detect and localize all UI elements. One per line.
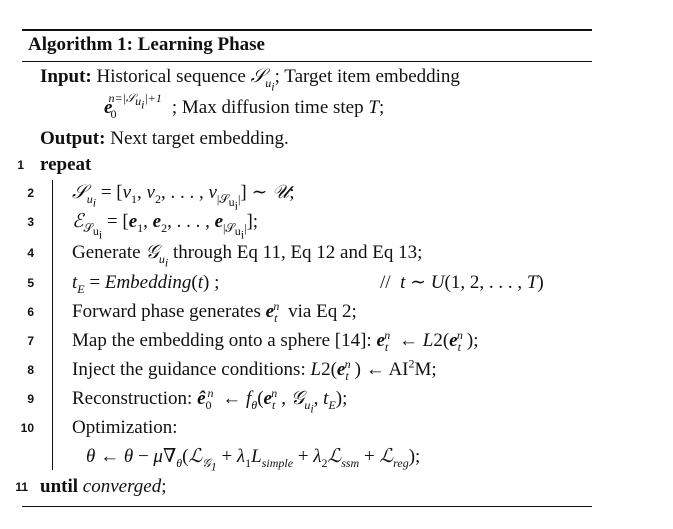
input-text-1: Historical sequence 𝒮$_{u_i}$; Target item embedding bbox=[96, 66, 460, 94]
repeat-block-bar bbox=[52, 180, 53, 470]
line-text: Forward phase generates $e_t^n$ via Eq 2; bbox=[72, 298, 357, 325]
input-label: Input: bbox=[40, 66, 92, 87]
line-number: 2 bbox=[27, 186, 34, 200]
line-text: Inject the guidance conditions: $L2(e_t^n$ ) ← $AI^2M$; bbox=[72, 356, 437, 383]
line-text: θ ← $\theta - \mu\nabla_\theta(ℒ_{𝒢_1} + \lambda_1L_{simple}$ + $\lambda_2ℒ_{ssm}$ + ℒ$_{reg}$); bbox=[86, 446, 421, 474]
line-comment: // t ∼ U(1, 2, . . . , T) bbox=[380, 272, 544, 293]
line-text: Generate 𝒢$_{u_i}$ through Eq 11, Eq 12 and Eq 13; bbox=[72, 242, 423, 270]
line-number: 6 bbox=[27, 305, 34, 319]
input-line-1 bbox=[40, 64, 460, 94]
line-text: ℰ$_{𝒮_{u_i}}$ = [$e_1$, $e_2$, . . . , $e_{|𝒮_{u_i}|}$]; bbox=[72, 211, 259, 242]
line-number: 1 bbox=[17, 158, 24, 172]
line-number: 8 bbox=[27, 363, 34, 377]
line-text: repeat bbox=[40, 154, 92, 175]
output-line bbox=[40, 126, 289, 152]
line-text: Reconstruction: $ê_0^n$ ← $f_\theta(e_t^n$ , 𝒢$_{u_i}$, $t_E$); bbox=[72, 385, 348, 416]
caption-rule bbox=[22, 61, 592, 62]
line-number: 11 bbox=[15, 480, 28, 494]
line-text: until converged; bbox=[40, 476, 167, 497]
line-text: Map the embedding onto a sphere [14]: $e_t^n$ ← $L2(e_t^n$ ); bbox=[72, 327, 479, 354]
output-text: Next target embedding. bbox=[110, 128, 289, 149]
line-number: 4 bbox=[27, 246, 34, 260]
line-number: 7 bbox=[27, 334, 34, 348]
algorithm-caption: Algorithm 1: Learning Phase bbox=[28, 34, 265, 55]
line-number: 9 bbox=[27, 392, 34, 406]
output-label: Output: bbox=[40, 128, 106, 149]
line-number: 3 bbox=[27, 215, 34, 229]
top-rule bbox=[22, 29, 592, 31]
line-text: $t_E$ = Embedding(t) ; bbox=[72, 272, 220, 296]
line-number: 5 bbox=[27, 276, 34, 290]
line-number: 10 bbox=[20, 421, 34, 435]
line-text: 𝒮$_{u_i}$ = [$v_1$, $v_2$, . . . , $v_{|𝒮_{u_i}|}$] ∼ 𝒰; bbox=[72, 182, 295, 213]
bottom-rule bbox=[22, 506, 592, 507]
input-line-2: $e_0^{n=|𝒮_{u_i}|+1}$ ; Max diffusion time step T; bbox=[104, 90, 385, 121]
line-text: Optimization: bbox=[72, 417, 178, 438]
